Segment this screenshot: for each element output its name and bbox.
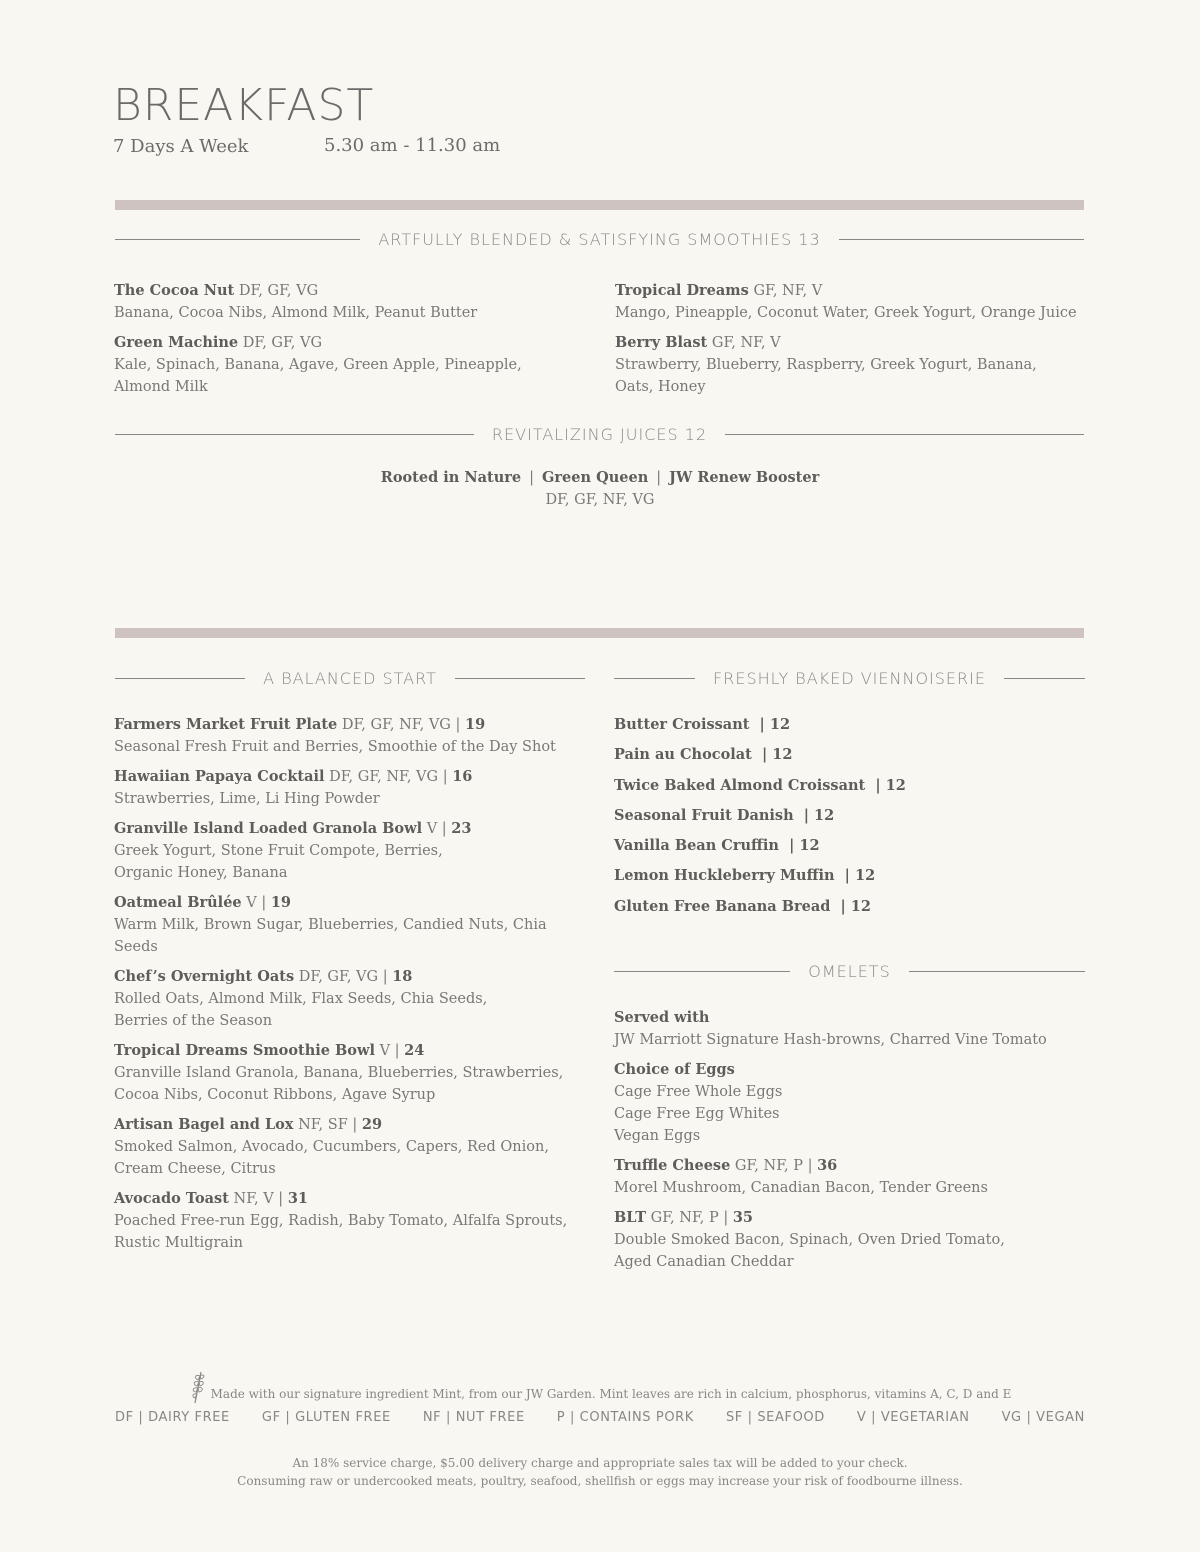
- menu-item-header: [615, 280, 1085, 302]
- menu-item-name: Avocado Toast: [114, 1190, 229, 1207]
- menu-item-description: Almond Milk: [114, 379, 208, 395]
- menu-item-header: [615, 332, 1085, 354]
- menu-item-name: Truffle Cheese: [614, 1157, 731, 1174]
- pastry-name: Lemon Huckleberry Muffin: [614, 867, 835, 885]
- menu-item: [114, 280, 584, 324]
- menu-item: [615, 280, 1085, 324]
- heading-rule: [115, 678, 245, 679]
- menu-item-tags: DF, GF, NF, VG |: [341, 717, 461, 733]
- menu-item: [114, 892, 594, 958]
- menu-item: [614, 1155, 1084, 1199]
- juice-separator: |: [529, 470, 535, 486]
- pastry-item: [614, 865, 1084, 887]
- menu-item-description: Smoked Salmon, Avocado, Cucumbers, Capers, Red Onion,: [114, 1139, 549, 1155]
- juices-heading-label: REVITALIZING JUICES 12: [491, 425, 708, 444]
- viennoiserie-heading-label: FRESHLY BAKED VIENNOISERIE: [713, 669, 986, 688]
- menu-item-tags: V |: [379, 1043, 400, 1059]
- menu-item: [114, 332, 584, 398]
- menu-item-tags: GF, NF, P |: [650, 1210, 729, 1226]
- service-hours: 5.30 am - 11.30 am: [324, 135, 501, 156]
- menu-item-tags: GF, NF, V: [711, 335, 781, 351]
- menu-item: [114, 1040, 594, 1106]
- menu-item-tags: GF, NF, V: [753, 283, 823, 299]
- menu-item-name: BLT: [614, 1209, 647, 1226]
- pastry-price: | 12: [840, 897, 871, 915]
- pastry-item: [614, 805, 1084, 827]
- menu-item-name: Granville Island Loaded Granola Bowl: [114, 820, 423, 837]
- menu-item-description: Mango, Pineapple, Coconut Water, Greek Yogurt, Orange Juice: [615, 305, 1077, 321]
- menu-item-tags: V |: [246, 895, 267, 911]
- legend-entry: SF | SEAFOOD: [725, 1410, 825, 1425]
- menu-item-description: Cage Free Egg Whites: [614, 1106, 780, 1122]
- menu-item-header: [614, 1059, 1084, 1081]
- juice-name: Rooted in Nature: [380, 469, 522, 486]
- legend-entry: VG | VEGAN: [1001, 1410, 1085, 1425]
- menu-item-description: Double Smoked Bacon, Spinach, Oven Dried Tomato,: [614, 1232, 1005, 1248]
- mint-note: [0, 1370, 1200, 1404]
- menu-item-header: [614, 1207, 1084, 1229]
- heading-rule: [455, 678, 585, 679]
- menu-item-description: Oats, Honey: [615, 379, 706, 395]
- menu-item: [114, 1114, 594, 1180]
- menu-item-tags: DF, GF, VG: [238, 283, 319, 299]
- menu-item-description: Banana, Cocoa Nibs, Almond Milk, Peanut Butter: [114, 305, 478, 321]
- pastry-price: | 12: [759, 716, 791, 733]
- heading-rule: [115, 239, 360, 240]
- menu-item-header: [114, 280, 584, 302]
- menu-item-header: [114, 818, 594, 840]
- heading-rule: [614, 971, 790, 972]
- pastry-price: | 12: [789, 837, 820, 855]
- heading-rule: [1004, 678, 1085, 679]
- menu-item-price: 23: [451, 820, 472, 837]
- pastry-price: | 12: [844, 867, 876, 885]
- omelets-column: [614, 1007, 1084, 1281]
- heading-rule: [839, 239, 1084, 240]
- legend-entry: NF | NUT FREE: [422, 1410, 525, 1425]
- menu-item-name: Chef’s Overnight Oats: [114, 968, 295, 985]
- menu-item-tags: NF, SF |: [298, 1117, 358, 1133]
- menu-item-header: [114, 966, 594, 988]
- menu-item-name: Hawaiian Papaya Cocktail: [114, 768, 325, 785]
- balanced-heading-label: A BALANCED START: [263, 669, 437, 688]
- juices-list: [0, 467, 1200, 511]
- juice-separator: |: [656, 470, 662, 486]
- menu-item-description: Kale, Spinach, Banana, Agave, Green Apple, Pineapple,: [114, 357, 522, 373]
- pastry-item: [614, 744, 1084, 766]
- menu-item-description: Cage Free Whole Eggs: [614, 1084, 783, 1100]
- pastry-price: | 12: [761, 746, 793, 764]
- menu-item-description: JW Marriott Signature Hash-browns, Charred Vine Tomato: [614, 1032, 1047, 1048]
- menu-item-header: [114, 892, 594, 914]
- omelets-heading: [614, 962, 1085, 981]
- menu-title: BREAKFAST: [113, 80, 375, 131]
- pastry-item: [614, 714, 1084, 736]
- smoothies-right-column: [615, 280, 1085, 406]
- heading-rule: [725, 434, 1084, 435]
- menu-item-description: Rolled Oats, Almond Milk, Flax Seeds, Chia Seeds,: [114, 991, 488, 1007]
- juice-names: [0, 467, 1200, 489]
- menu-item-name: Oatmeal Brûlée: [114, 894, 242, 911]
- menu-item-description: Warm Milk, Brown Sugar, Blueberries, Candied Nuts, Chia Seeds: [114, 917, 547, 955]
- pastry-name: Seasonal Fruit Danish: [614, 806, 794, 824]
- menu-item-description: Greek Yogurt, Stone Fruit Compote, Berries,: [114, 843, 443, 859]
- menu-item-header: [114, 1188, 594, 1210]
- viennoiserie-column: [614, 714, 1084, 926]
- menu-item-description: Granville Island Granola, Banana, Blueberries, Strawberries,: [114, 1065, 564, 1081]
- pastry-name: Twice Baked Almond Croissant: [614, 776, 866, 794]
- legend-entry: P | CONTAINS PORK: [556, 1410, 694, 1425]
- menu-item-price: 16: [452, 768, 473, 785]
- menu-item: [614, 1007, 1084, 1051]
- menu-item-description: Cream Cheese, Citrus: [114, 1161, 276, 1177]
- menu-item-price: 18: [392, 968, 413, 985]
- balanced-column: [114, 714, 594, 1262]
- menu-item-tags: V |: [426, 821, 447, 837]
- heading-rule: [614, 678, 695, 679]
- smoothies-heading: [115, 230, 1084, 249]
- menu-item-price: 36: [817, 1157, 838, 1174]
- menu-item-price: 19: [270, 894, 292, 911]
- menu-item: [114, 818, 594, 884]
- menu-item-description: Organic Honey, Banana: [114, 865, 288, 881]
- pastry-name: Gluten Free Banana Bread: [614, 897, 831, 915]
- menu-item-name: Green Machine: [114, 334, 239, 351]
- menu-item-description: Morel Mushroom, Canadian Bacon, Tender Greens: [614, 1180, 988, 1196]
- menu-item-header: [114, 766, 594, 788]
- viennoiserie-heading: [614, 669, 1085, 688]
- pastry-item: [614, 835, 1084, 857]
- smoothies-heading-label: ARTFULLY BLENDED & SATISFYING SMOOTHIES 13: [378, 230, 821, 249]
- menu-item-description: Cocoa Nibs, Coconut Ribbons, Agave Syrup: [114, 1087, 436, 1103]
- pastry-item: [614, 896, 1084, 918]
- menu-item-name: Berry Blast: [615, 334, 708, 351]
- menu-item-header: [614, 1007, 1084, 1029]
- menu-item-name: Tropical Dreams: [615, 282, 749, 299]
- menu-item: [114, 766, 594, 810]
- service-days: 7 Days A Week: [113, 136, 249, 157]
- menu-item: [615, 332, 1085, 398]
- menu-item-tags: GF, NF, P |: [734, 1158, 813, 1174]
- juice-name: JW Renew Booster: [669, 469, 820, 486]
- pastry-name: Pain au Chocolat: [614, 746, 752, 764]
- heading-rule: [909, 971, 1085, 972]
- dietary-legend: [115, 1410, 1085, 1425]
- menu-item-description: Vegan Eggs: [614, 1128, 701, 1144]
- balanced-heading: [115, 669, 585, 688]
- menu-item-description: Aged Canadian Cheddar: [614, 1254, 794, 1270]
- menu-item-description: Poached Free-run Egg, Radish, Baby Tomato, Alfalfa Sprouts,: [114, 1213, 568, 1229]
- smoothies-left-column: [114, 280, 584, 406]
- divider-bar-middle: [115, 628, 1084, 638]
- menu-item-name: Artisan Bagel and Lox: [114, 1116, 294, 1133]
- legend-entry: DF | DAIRY FREE: [115, 1410, 230, 1425]
- menu-item-name: Tropical Dreams Smoothie Bowl: [114, 1042, 375, 1059]
- heading-rule: [115, 434, 474, 435]
- juice-name: Green Queen: [542, 469, 649, 486]
- menu-item-header: [114, 332, 584, 354]
- menu-item: [114, 1188, 594, 1254]
- menu-item-name: Farmers Market Fruit Plate: [114, 716, 338, 733]
- menu-item-name: The Cocoa Nut: [114, 282, 235, 299]
- divider-bar-top: [115, 200, 1084, 210]
- menu-item-tags: DF, GF, NF, VG |: [329, 769, 448, 785]
- menu-item-description: Strawberries, Lime, Li Hing Powder: [114, 791, 380, 807]
- menu-item-name: Choice of Eggs: [614, 1061, 735, 1078]
- menu-item-tags: NF, V |: [233, 1191, 284, 1207]
- mint-note-text: Made with our signature ingredient Mint, from our JW Garden. Mint leaves are rich in calcium, phosphorus, vitamins A, C, D and E: [210, 1387, 1012, 1401]
- pastry-name: Vanilla Bean Cruffin: [614, 837, 779, 855]
- menu-item-header: [114, 714, 594, 736]
- menu-item-description: Berries of the Season: [114, 1013, 273, 1029]
- pastry-name: Butter Croissant: [614, 716, 750, 733]
- legend-entry: V | VEGETARIAN: [856, 1410, 970, 1425]
- legend-entry: GF | GLUTEN FREE: [261, 1410, 391, 1425]
- menu-item-description: Rustic Multigrain: [114, 1235, 244, 1251]
- menu-item-description: Seasonal Fresh Fruit and Berries, Smoothie of the Day Shot: [114, 739, 556, 755]
- omelets-heading-label: OMELETS: [808, 962, 891, 981]
- menu-item-price: 19: [465, 716, 486, 733]
- menu-item-price: 24: [404, 1042, 425, 1059]
- menu-item-tags: DF, GF, VG: [242, 335, 323, 351]
- menu-item: [114, 966, 594, 1032]
- health-warning-note: Consuming raw or undercooked meats, poultry, seafood, shellfish or eggs may increase your risk of foodbourne illness.: [237, 1474, 963, 1488]
- pastry-price: | 12: [803, 806, 835, 824]
- menu-item-description: Strawberry, Blueberry, Raspberry, Greek Yogurt, Banana,: [615, 357, 1037, 373]
- juices-heading: [115, 425, 1084, 444]
- menu-item-tags: DF, GF, VG |: [298, 969, 388, 985]
- menu-item: [614, 1059, 1084, 1147]
- menu-item: [114, 714, 594, 758]
- menu-item-header: [614, 1155, 1084, 1177]
- juice-tags: DF, GF, NF, VG: [545, 492, 655, 508]
- leaf-sprig-icon: [189, 1370, 209, 1404]
- menu-item-price: 35: [732, 1209, 754, 1226]
- menu-item-header: [114, 1040, 594, 1062]
- pastry-price: | 12: [875, 776, 906, 794]
- menu-item-price: 31: [287, 1190, 308, 1207]
- pastry-item: [614, 775, 1084, 797]
- menu-item-price: 29: [361, 1116, 383, 1133]
- menu-item-name: Served with: [614, 1009, 710, 1026]
- menu-item-header: [114, 1114, 594, 1136]
- menu-item: [614, 1207, 1084, 1273]
- service-charge-note: An 18% service charge, $5.00 delivery charge and appropriate sales tax will be added to your check.: [292, 1456, 908, 1470]
